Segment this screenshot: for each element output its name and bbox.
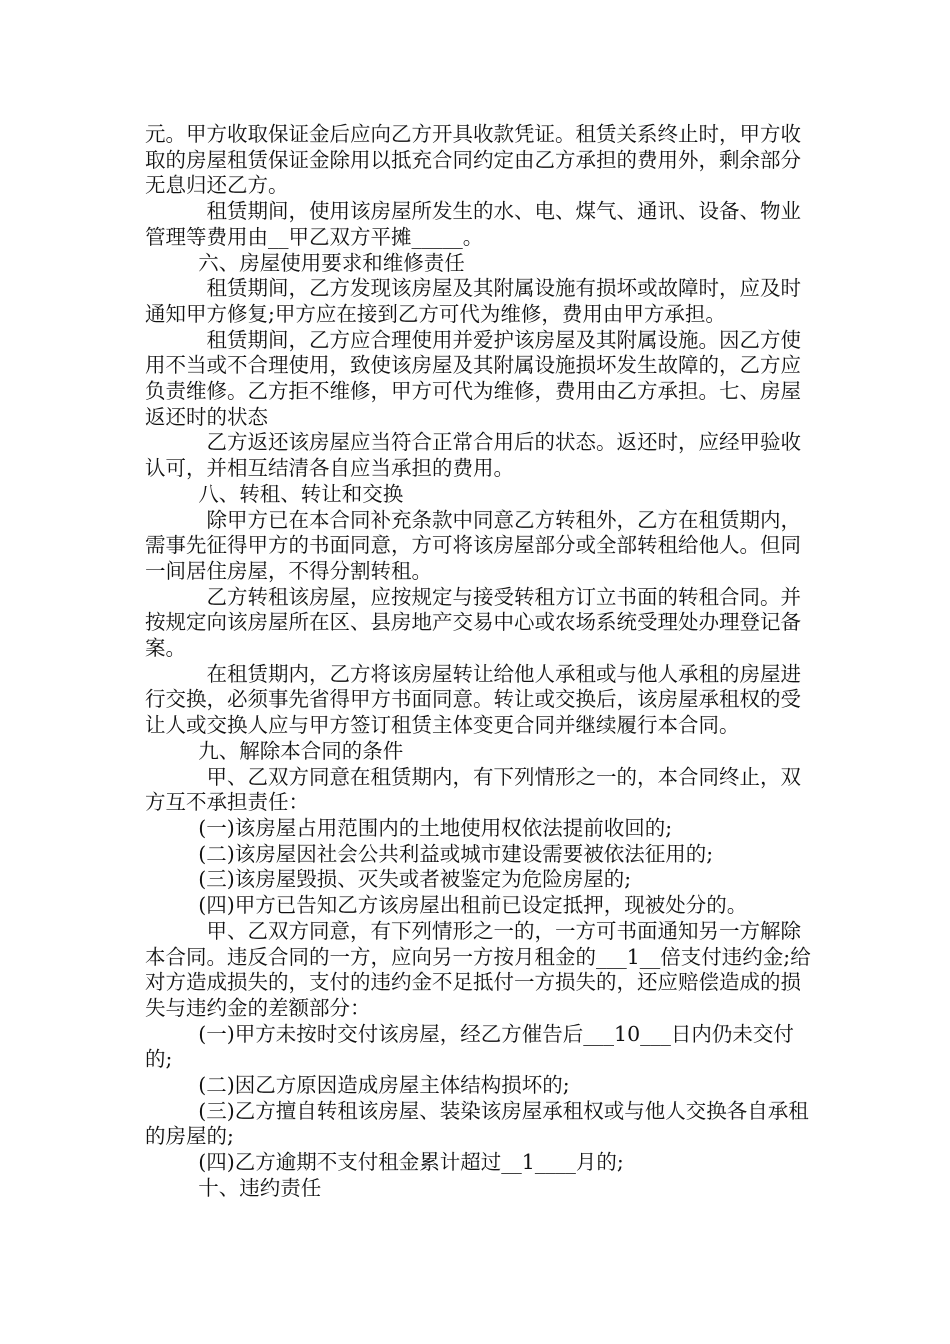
- document-paragraph: 八、转租、转让和交换: [198, 481, 404, 506]
- document-paragraph: (二)该房屋因社会公共利益或城市建设需要被依法征用的;: [198, 841, 714, 866]
- document-paragraph: 甲、乙双方同意，有下列情形之一的，一方可书面通知另一方解除本合同。违反合同的一方，应向另一方按月租金的___1__倍支付违约金;给对方造成损失的，支付的违约金不足抵付一方损失的，还应赔偿造成的损失与违约金的差额部分：: [145, 918, 811, 1020]
- document-paragraph: (三)该房屋毁损、灭失或者被鉴定为危险房屋的;: [198, 867, 632, 892]
- document-paragraph: (一)该房屋占用范围内的土地使用权依法提前收回的;: [198, 815, 673, 840]
- document-paragraph: 租赁期间，乙方发现该房屋及其附属设施有损坏或故障时，应及时通知甲方修复;甲方应在接到乙方可代为维修，费用由甲方承担。: [145, 276, 801, 326]
- document-paragraph: (三)乙方擅自转租该房屋、装染该房屋承租权或与他人交换各自承租的房屋的;: [145, 1098, 809, 1149]
- document-paragraph: (二)因乙方原因造成房屋主体结构损坏的;: [198, 1073, 570, 1098]
- document-paragraph: 甲、乙双方同意在租赁期内，有下列情形之一的，本合同终止，双方互不承担责任：: [145, 764, 801, 815]
- document-paragraph: 乙方返还该房屋应当符合正常合用后的状态。返还时，应经甲验收认可，并相互结清各自应当承担的费用。: [145, 430, 801, 481]
- document-paragraph: (一)甲方未按时交付该房屋，经乙方催告后___10___日内仍未交付的;: [145, 1021, 794, 1072]
- document-paragraph: 租赁期间，乙方应合理使用并爱护该房屋及其附属设施。因乙方使用不当或不合理使用，致使该房屋及其附属设施损坏发生故障的，乙方应负责维修。乙方拒不维修，甲方可代为维修，费用由乙方承担。七、房屋返还时的状态: [145, 327, 801, 429]
- document-paragraph: 乙方转租该房屋，应按规定与接受转租方订立书面的转租合同。并按规定向该房屋所在区、县房地产交易中心或农场系统受理处办理登记备案。: [145, 584, 801, 661]
- document-paragraph: 元。甲方收取保证金后应向乙方开具收款凭证。租赁关系终止时，甲方收取的房屋租赁保证金除用以抵充合同约定由乙方承担的费用外，剩余部分无息归还乙方。: [145, 122, 801, 198]
- document-paragraph: 十、违约责任: [198, 1175, 322, 1200]
- document-paragraph: (四)甲方已告知乙方该房屋出租前已设定抵押，现被处分的。: [198, 893, 748, 918]
- document-paragraph: 九、解除本合同的条件: [198, 738, 404, 763]
- document-body: [145, 122, 815, 1202]
- document-paragraph: 租赁期间，使用该房屋所发生的水、电、煤气、通讯、设备、物业管理等费用由__甲乙双方平摊_____。: [145, 199, 801, 249]
- document-paragraph: 六、房屋使用要求和维修责任: [198, 250, 465, 275]
- document-paragraph: 在租赁期内，乙方将该房屋转让给他人承租或与他人承租的房屋进行交换，必须事先省得甲方书面同意。转让或交换后，该房屋承租权的受让人或交换人应与甲方签订租赁主体变更合同并继续履行本合同。: [145, 661, 801, 738]
- document-paragraph: 除甲方已在本合同补充条款中同意乙方转租外，乙方在租赁期内，需事先征得甲方的书面同意，方可将该房屋部分或全部转租给他人。但同一间居住房屋，不得分割转租。: [145, 507, 801, 583]
- document-paragraph: (四)乙方逾期不支付租金累计超过__1____月的;: [198, 1150, 624, 1175]
